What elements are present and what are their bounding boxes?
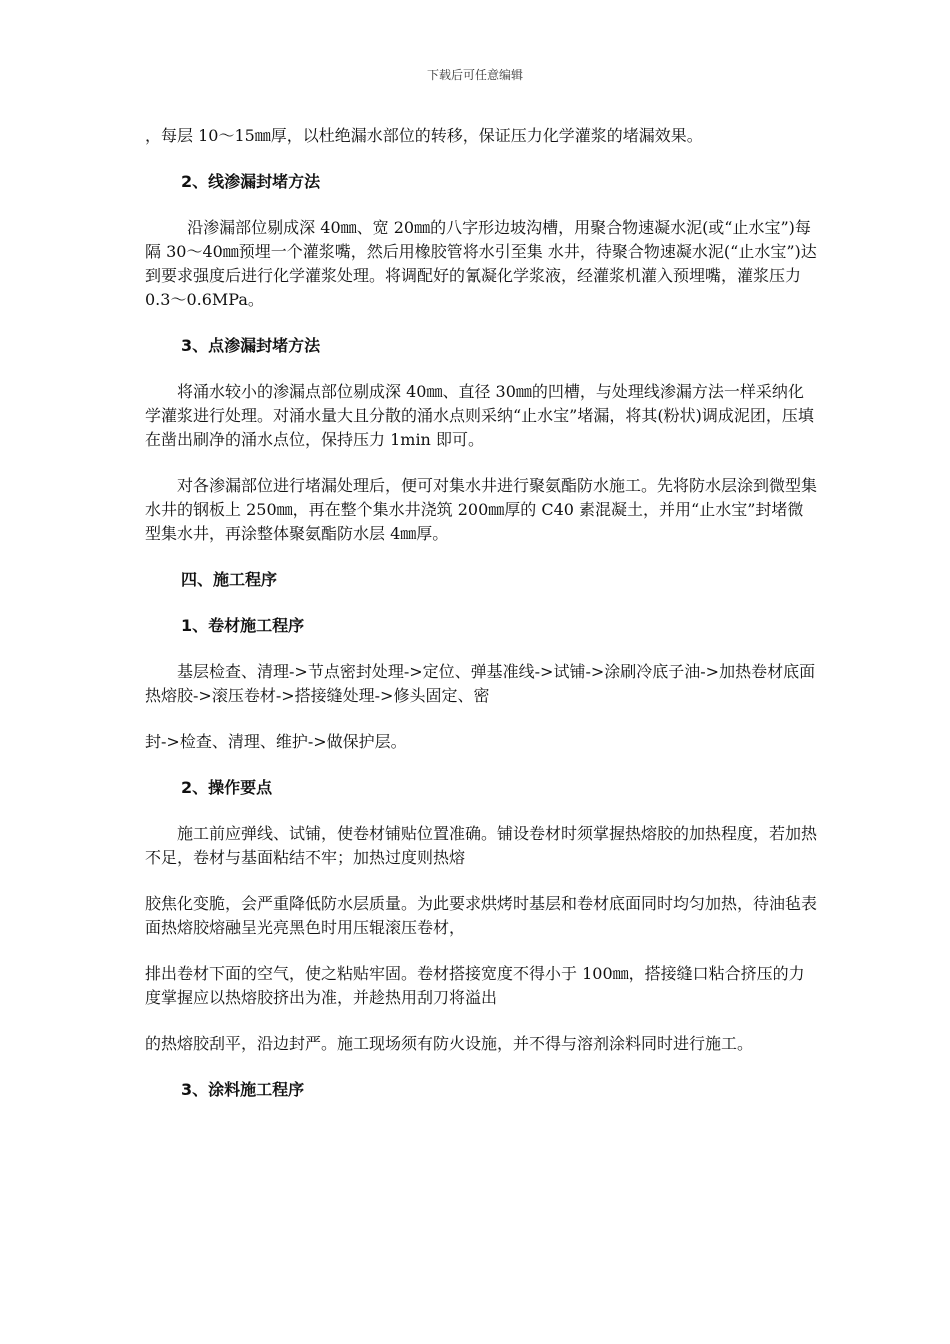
paragraph: 封->检查、清理、维护->做保护层。 (145, 732, 407, 751)
section-heading: 3、涂料施工程序 (181, 1080, 305, 1099)
paragraph: 对各渗漏部位进行堵漏处理后，便可对集水井进行聚氨酯防水施工。先将防水层涂到微型集水井的钢板上 250㎜，再在整个集水井浇筑 200㎜厚的 C40 素混凝土，并用“止水宝”封堵微型集水井，再涂整体聚氨酯防水层 4㎜厚。 (145, 476, 818, 543)
paragraph: 排出卷材下面的空气，使之粘贴牢固。卷材搭接宽度不得小于 100㎜，搭接缝口粘合挤压的力度掌握应以热熔胶挤出为准，并趁热用刮刀将溢出 (145, 964, 805, 1007)
paragraph: 将涌水较小的渗漏点部位剔成深 40㎜、直径 30㎜的凹槽，与处理线渗漏方法一样采纳化学灌浆进行处理。对涌水量大且分散的涌水点则采纳“止水宝”堵漏，将其(粉状)调成泥团，压填在凿出刷净的涌水点位，保持压力 1min 即可。 (145, 382, 814, 449)
paragraph: 沿渗漏部位剔成深 40㎜、宽 20㎜的八字形边坡沟槽，用聚合物速凝水泥(或“止水宝”)每隔 30～40㎜预埋一个灌浆嘴，然后用橡胶管将水引至集 水井，待聚合物速凝水泥(“止水宝”)达到要求强度后进行化学灌浆处理。将调配好的氰凝化学浆液，经灌浆机灌入预埋嘴，灌浆压力 0.3～0.6MPa。 (145, 218, 817, 309)
section-heading: 2、操作要点 (181, 778, 273, 797)
section-heading: 四、施工程序 (181, 570, 278, 589)
paragraph: ，每层 10～15㎜厚，以杜绝漏水部位的转移，保证压力化学灌浆的堵漏效果。 (145, 126, 703, 145)
section-heading: 2、线渗漏封堵方法 (181, 172, 321, 191)
section-heading: 1、卷材施工程序 (181, 616, 305, 635)
paragraph: 施工前应弹线、试铺，使卷材铺贴位置准确。铺设卷材时须掌握热熔胶的加热程度，若加热不足，卷材与基面粘结不牢；加热过度则热熔 (145, 824, 818, 867)
section-heading: 3、点渗漏封堵方法 (181, 336, 321, 355)
page-header: 下载后可任意编辑 (426, 68, 523, 82)
document-body (145, 124, 817, 1102)
paragraph: 基层检查、清理->节点密封处理->定位、弹基准线->试铺->涂刷冷底子油->加热卷材底面热熔胶->滚压卷材->搭接缝处理->修头固定、密 (145, 662, 816, 705)
paragraph: 胶焦化变脆，会严重降低防水层质量。为此要求烘烤时基层和卷材底面同时均匀加热，待油毡表面热熔胶熔融呈光亮黑色时用压辊滚压卷材， (145, 894, 818, 937)
paragraph: 的热熔胶刮平，沿边封严。施工现场须有防火设施，并不得与溶剂涂料同时进行施工。 (145, 1034, 754, 1053)
